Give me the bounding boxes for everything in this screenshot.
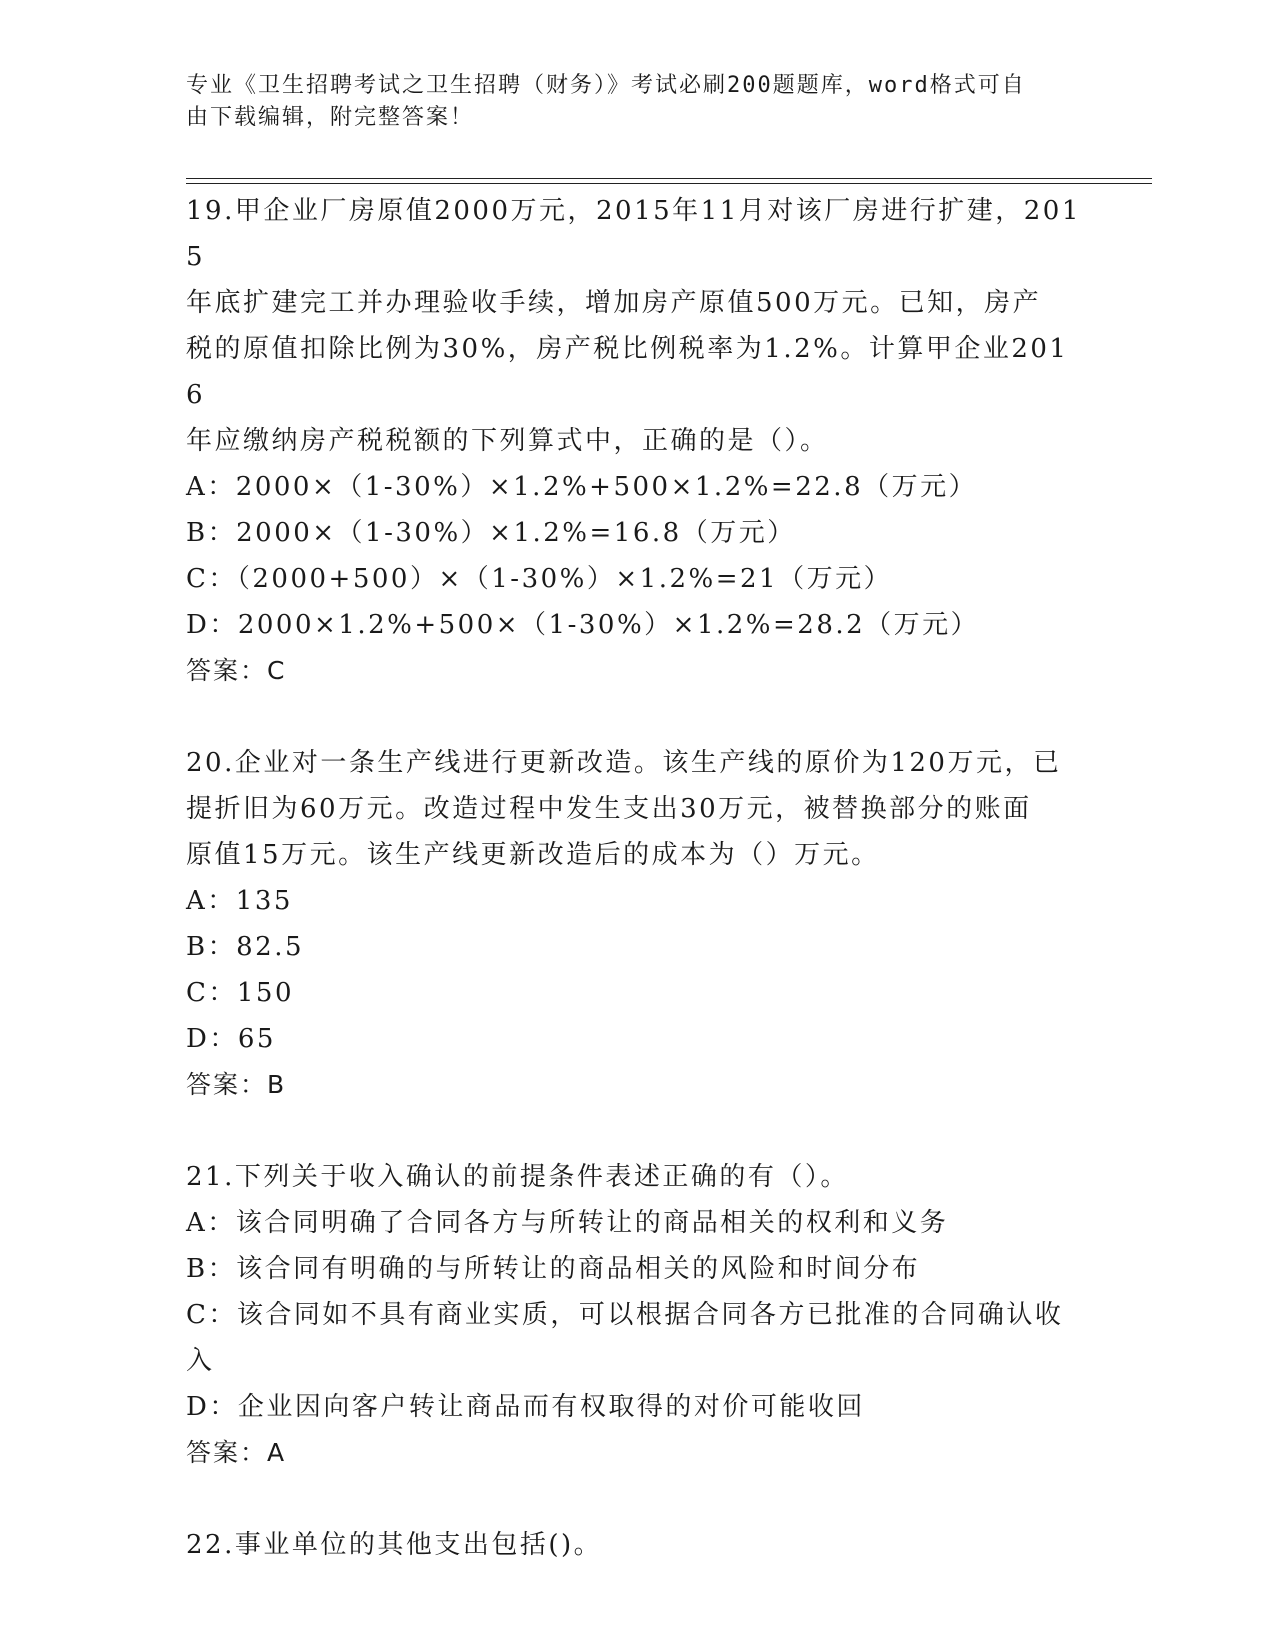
spacer [186,1476,1086,1522]
question-line: 年底扩建完工并办理验收手续，增加房产原值500万元。已知，房产 [186,288,1042,318]
answer: 答案：B [186,1070,287,1099]
question-line: 20.企业对一条生产线进行更新改造。该生产线的原价为120万元，已 [186,748,1062,778]
question-line: 19.甲企业厂房原值2000万元，2015年11月对该厂房进行扩建，2015 [186,196,1081,272]
option-a: A：2000×（1-30%）×1.2%+500×1.2%=22.8（万元） [186,472,978,502]
question-line: 22.事业单位的其他支出包括()。 [186,1530,603,1560]
question-21 [186,1154,1086,1476]
answer: 答案：C [186,656,287,685]
answer: 答案：A [186,1438,287,1467]
option-d: D：65 [186,1024,276,1054]
question-list [186,188,1086,1568]
question-22 [186,1522,1086,1568]
header-line-2: 由下载编辑，附完整答案！ [186,105,475,130]
option-b: B：2000×（1-30%）×1.2%=16.8（万元） [186,518,796,548]
question-line: 21.下列关于收入确认的前提条件表述正确的有（）。 [186,1162,849,1192]
option-a: A：该合同明确了合同各方与所转让的商品相关的权利和义务 [186,1208,949,1238]
question-line: 税的原值扣除比例为30%，房产税比例税率为1.2%。计算甲企业2016 [186,334,1069,410]
option-d: D：企业因向客户转让商品而有权取得的对价可能收回 [186,1392,865,1422]
question-line: 提折旧为60万元。改造过程中发生支出30万元，被替换部分的账面 [186,794,1032,824]
option-c: C：150 [186,978,295,1008]
spacer [186,1108,1086,1154]
header-line-1: 专业《卫生招聘考试之卫生招聘（财务）》考试必刷200题题库，word格式可自 [186,73,1026,98]
question-line: 原值15万元。该生产线更新改造后的成本为（）万元。 [186,840,880,870]
question-line: 年应缴纳房产税税额的下列算式中，正确的是（）。 [186,426,829,456]
option-d: D：2000×1.2%+500×（1-30%）×1.2%=28.2（万元） [186,610,980,640]
question-19 [186,188,1086,694]
option-c: C：该合同如不具有商业实质，可以根据合同各方已批准的合同确认收 [186,1300,1064,1330]
spacer [186,694,1086,740]
option-b: B：该合同有明确的与所转让的商品相关的风险和时间分布 [186,1254,921,1284]
option-a: A：135 [186,886,293,916]
question-20 [186,740,1086,1108]
header-divider-bottom [186,183,1152,184]
document-header [186,70,1066,134]
header-divider-top [186,178,1152,179]
option-c: C：（2000+500）×（1-30%）×1.2%=21（万元） [186,564,893,594]
option-b: B：82.5 [186,932,304,962]
option-c-continued: 入 [186,1346,215,1376]
